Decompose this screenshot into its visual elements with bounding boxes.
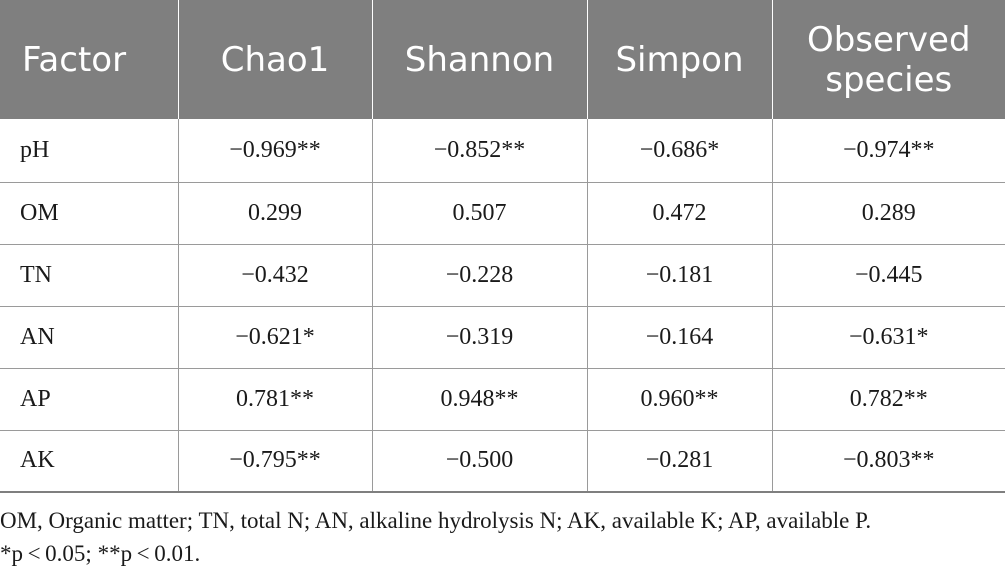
table-header [0,0,1005,119]
row-factor-label: TN [0,244,178,306]
table-cell: −0.228 [372,244,587,306]
table-cell: 0.781** [178,368,372,430]
row-factor-label: AP [0,368,178,430]
table-cell: −0.974** [772,119,1005,182]
header-row [0,0,1005,119]
table-row [0,244,1005,306]
table-cell: −0.795** [178,430,372,492]
table-cell: −0.281 [587,430,772,492]
table-cell: −0.445 [772,244,1005,306]
table-cell: −0.969** [178,119,372,182]
table-cell: 0.782** [772,368,1005,430]
table-row [0,430,1005,492]
table-cell: −0.181 [587,244,772,306]
table-row [0,306,1005,368]
header-observed-species: Observed species [772,0,1005,119]
table-cell: −0.432 [178,244,372,306]
table-cell: −0.319 [372,306,587,368]
row-factor-label: AK [0,430,178,492]
header-simpon: Simpon [587,0,772,119]
header-shannon: Shannon [372,0,587,119]
table-cell: −0.631* [772,306,1005,368]
table-cell: −0.686* [587,119,772,182]
footnote-significance: *p < 0.05; **p < 0.01. [0,541,201,566]
table-cell: 0.507 [372,182,587,244]
table-cell: 0.289 [772,182,1005,244]
table-cell: −0.164 [587,306,772,368]
table-cell: 0.960** [587,368,772,430]
row-factor-label: pH [0,119,178,182]
table-cell: −0.621* [178,306,372,368]
table-cell: 0.948** [372,368,587,430]
table-footnote [0,504,1005,570]
table-cell: −0.803** [772,430,1005,492]
footnote-abbreviations: OM, Organic matter; TN, total N; AN, alkaline hydrolysis N; AK, available K; AP, available P. [0,508,872,533]
table-cell: −0.852** [372,119,587,182]
table-body [0,119,1005,492]
header-chao1: Chao1 [178,0,372,119]
table-row [0,368,1005,430]
table-cell: 0.472 [587,182,772,244]
table-cell: 0.299 [178,182,372,244]
row-factor-label: OM [0,182,178,244]
table-row [0,182,1005,244]
table-row [0,119,1005,182]
header-factor: Factor [0,0,178,119]
table-cell: −0.500 [372,430,587,492]
row-factor-label: AN [0,306,178,368]
